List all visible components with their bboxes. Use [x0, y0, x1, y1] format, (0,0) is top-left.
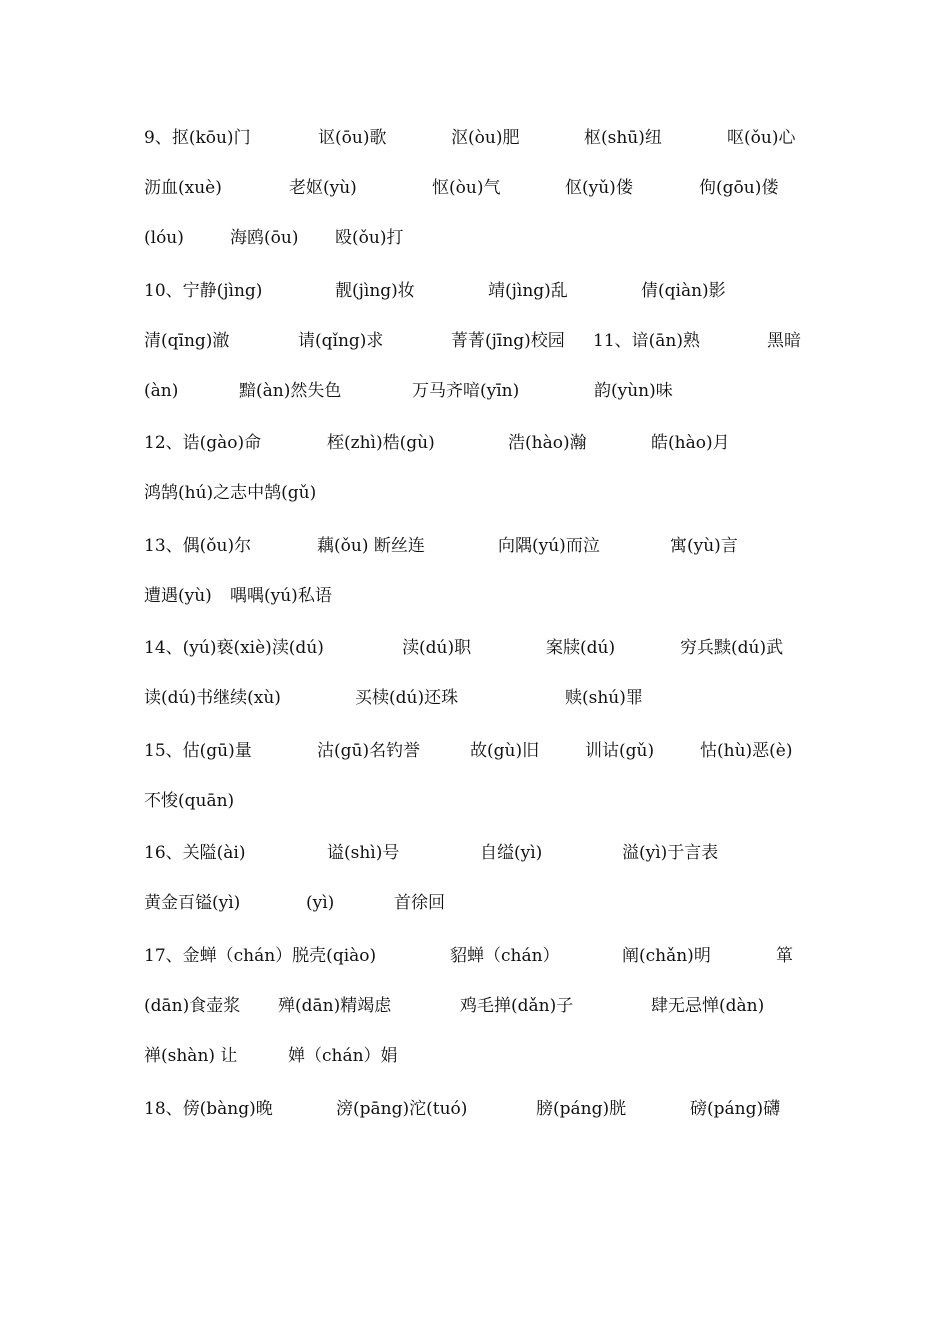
text-segment: 阐(chǎn)明 — [622, 946, 711, 966]
text-segment: 17、金蝉（chán）脱壳(qiào) — [144, 946, 377, 966]
text-line — [0, 326, 950, 356]
text-segment: 自缢(yì) — [480, 843, 543, 863]
text-line — [0, 838, 950, 868]
text-line — [0, 786, 950, 816]
text-line — [0, 428, 950, 458]
text-segment: 读(dú)书继续(xù) — [144, 688, 281, 708]
text-line — [0, 991, 950, 1021]
text-segment: 殴(ǒu)打 — [335, 228, 404, 248]
text-segment: (àn) — [144, 381, 179, 401]
text-segment: 菁菁(jīng)校园 — [451, 331, 565, 351]
text-segment: 不悛(quān) — [144, 791, 235, 811]
text-segment: 沤(òu)肥 — [451, 128, 520, 148]
text-line — [0, 1041, 950, 1071]
text-line — [0, 888, 950, 918]
text-segment: 谥(shì)号 — [327, 843, 400, 863]
text-segment: 滂(pāng)沱(tuó) — [336, 1099, 468, 1119]
text-segment: 沥血(xuè) — [144, 178, 222, 198]
text-segment: 买椟(dú)还珠 — [355, 688, 459, 708]
text-segment: (lóu) — [144, 228, 184, 248]
text-segment: 赎(shú)罪 — [565, 688, 643, 708]
text-line — [0, 581, 950, 611]
text-line — [0, 531, 950, 561]
text-segment: 箪 — [776, 946, 793, 966]
text-segment: 靓(jìng)妆 — [335, 281, 415, 301]
text-segment: 14、(yú)亵(xiè)渎(dú) — [144, 638, 324, 658]
text-segment: 黯(àn)然失色 — [239, 381, 342, 401]
text-segment: 喁喁(yú)私语 — [230, 586, 332, 606]
text-segment: 鸿鹄(hú)之志中鹄(gǔ) — [144, 483, 317, 503]
text-line — [0, 276, 950, 306]
text-segment: 讴(ōu)歌 — [318, 128, 387, 148]
text-line — [0, 736, 950, 766]
text-segment: 18、傍(bàng)晚 — [144, 1099, 273, 1119]
text-segment: 靖(jìng)乱 — [488, 281, 568, 301]
text-segment: 15、估(gū)量 — [144, 741, 252, 761]
text-segment: 12、诰(gào)命 — [144, 433, 262, 453]
text-line — [0, 478, 950, 508]
text-segment: 13、偶(ǒu)尔 — [144, 536, 252, 556]
text-segment: 枢(shū)纽 — [584, 128, 662, 148]
text-segment: 韵(yùn)味 — [594, 381, 673, 401]
text-line — [0, 683, 950, 713]
text-segment: (dān)食壶浆 — [144, 996, 241, 1016]
text-segment: 肆无忌惮(dàn) — [651, 996, 765, 1016]
text-segment: 婵（chán）娟 — [288, 1046, 398, 1066]
text-segment: 海鸥(ōu) — [230, 228, 299, 248]
text-segment: 清(qīng)澈 — [144, 331, 230, 351]
text-segment: 案牍(dú) — [546, 638, 616, 658]
text-segment: 倩(qiàn)影 — [641, 281, 726, 301]
text-segment: 万马齐喑(yīn) — [412, 381, 520, 401]
text-segment: 寓(yù)言 — [670, 536, 738, 556]
text-segment: 皓(hào)月 — [651, 433, 730, 453]
text-segment: 桎(zhì)梏(gù) — [327, 433, 435, 453]
text-segment: 怙(hù)恶(è) — [700, 741, 793, 761]
text-line — [0, 941, 950, 971]
text-segment: 穷兵黩(dú)武 — [680, 638, 784, 658]
text-line — [0, 173, 950, 203]
text-line — [0, 376, 950, 406]
text-segment: 黑暗 — [767, 331, 801, 351]
text-segment: 殚(dān)精竭虑 — [278, 996, 392, 1016]
text-segment: 膀(páng)胱 — [536, 1099, 627, 1119]
text-segment: 10、宁静(jìng) — [144, 281, 263, 301]
text-segment: 藕(ǒu) 断丝连 — [317, 536, 425, 556]
text-segment: 黄金百镒(yì) — [144, 893, 241, 913]
text-line — [0, 123, 950, 153]
text-segment: 11、谙(ān)熟 — [593, 331, 700, 351]
text-segment: 老妪(yù) — [289, 178, 357, 198]
text-segment: 溢(yì)于言表 — [622, 843, 719, 863]
text-segment: 伛(yǔ)偻 — [565, 178, 633, 198]
text-segment: 鸡毛掸(dǎn)子 — [460, 996, 574, 1016]
text-segment: 禅(shàn) 让 — [144, 1046, 238, 1066]
text-segment: 16、关隘(ài) — [144, 843, 246, 863]
text-segment: 向隅(yú)而泣 — [498, 536, 600, 556]
text-line — [0, 633, 950, 663]
text-segment: 呕(ǒu)心 — [727, 128, 796, 148]
text-segment: 沽(gū)名钓誉 — [317, 741, 421, 761]
text-segment: 怄(òu)气 — [432, 178, 501, 198]
text-segment: 佝(gōu)偻 — [699, 178, 779, 198]
text-segment: 磅(páng)礴 — [690, 1099, 781, 1119]
text-segment: 首徐回 — [394, 893, 445, 913]
text-segment: 遭遇(yù) — [144, 586, 212, 606]
text-segment: 请(qǐng)求 — [298, 331, 384, 351]
text-line — [0, 1094, 950, 1124]
text-line — [0, 223, 950, 253]
text-segment: 训诂(gǔ) — [585, 741, 655, 761]
text-segment: 故(gù)旧 — [470, 741, 540, 761]
text-segment: 9、抠(kōu)门 — [144, 128, 251, 148]
text-segment: 浩(hào)瀚 — [508, 433, 587, 453]
text-segment: (yì) — [306, 893, 335, 913]
text-segment: 貂蝉（chán） — [450, 946, 560, 966]
text-segment: 渎(dú)职 — [402, 638, 472, 658]
